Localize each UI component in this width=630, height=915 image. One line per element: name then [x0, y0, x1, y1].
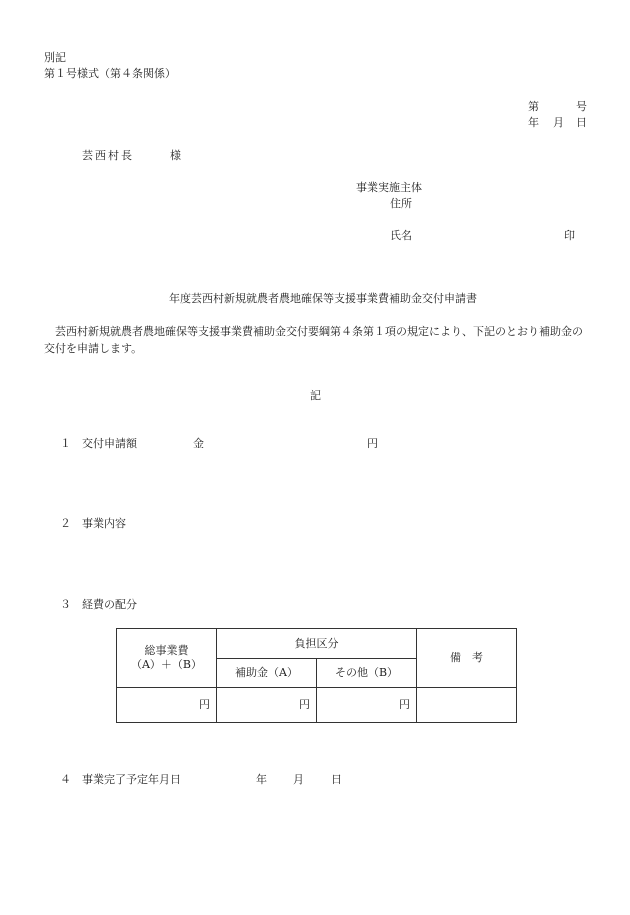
item-1-number: １ [60, 437, 71, 450]
item-4-year: 年 [256, 773, 267, 786]
applicant-name-label: 氏名 [390, 229, 412, 242]
remarks-cell [417, 688, 517, 723]
total-cost-header [117, 629, 217, 688]
addressee-honorific: 様 [170, 149, 181, 162]
body-paragraph: 芸西村新規就農者農地確保等支援事業費補助金交付要綱第４条第１項の規定により、下記のとおり補助金の交付を申請します。 [44, 325, 583, 355]
item-4-day: 日 [331, 773, 342, 786]
item-2-number: ２ [60, 517, 71, 530]
date-year: 年 [528, 116, 539, 129]
ki-marker: 記 [310, 389, 321, 402]
doc-number-dai: 第 [528, 100, 539, 113]
other-yen: 円 [317, 688, 417, 723]
subsidy-yen: 円 [217, 688, 317, 723]
doc-number-go: 号 [576, 100, 587, 113]
item-4-label: 事業完了予定年月日 [82, 773, 181, 786]
total-cost-label: 総事業費 [144, 644, 189, 657]
applicant-address-label: 住所 [390, 197, 412, 210]
subsidy-header: 補助金（A） [217, 659, 317, 688]
item-4-month: 月 [293, 773, 304, 786]
other-header: その他（B） [317, 659, 417, 688]
date-month: 月 [553, 116, 564, 129]
form-number: 第１号様式（第４条関係） [44, 67, 176, 80]
item-3-number: ３ [60, 598, 71, 611]
item-1-kin: 金 [193, 437, 204, 450]
item-3-label: 経費の配分 [82, 598, 137, 611]
applicant-entity-label: 事業実施主体 [356, 181, 422, 194]
remarks-header: 備 考 [417, 629, 517, 688]
item-1-yen: 円 [367, 437, 378, 450]
addressee-name: 芸西村長 [82, 149, 134, 162]
appendix-label: 別記 [44, 51, 66, 64]
burden-header: 負担区分 [217, 629, 417, 659]
document-title: 年度芸西村新規就農者農地確保等支援事業費補助金交付申請書 [169, 292, 477, 305]
item-4-number: ４ [60, 773, 71, 786]
total-cost-yen: 円 [117, 688, 217, 723]
date-day: 日 [576, 116, 587, 129]
item-1-label: 交付申請額 [82, 437, 137, 450]
item-2-label: 事業内容 [82, 517, 126, 530]
total-cost-formula: （A）＋（B） [130, 658, 203, 671]
expense-table [116, 628, 517, 723]
seal-mark: 印 [564, 229, 575, 242]
